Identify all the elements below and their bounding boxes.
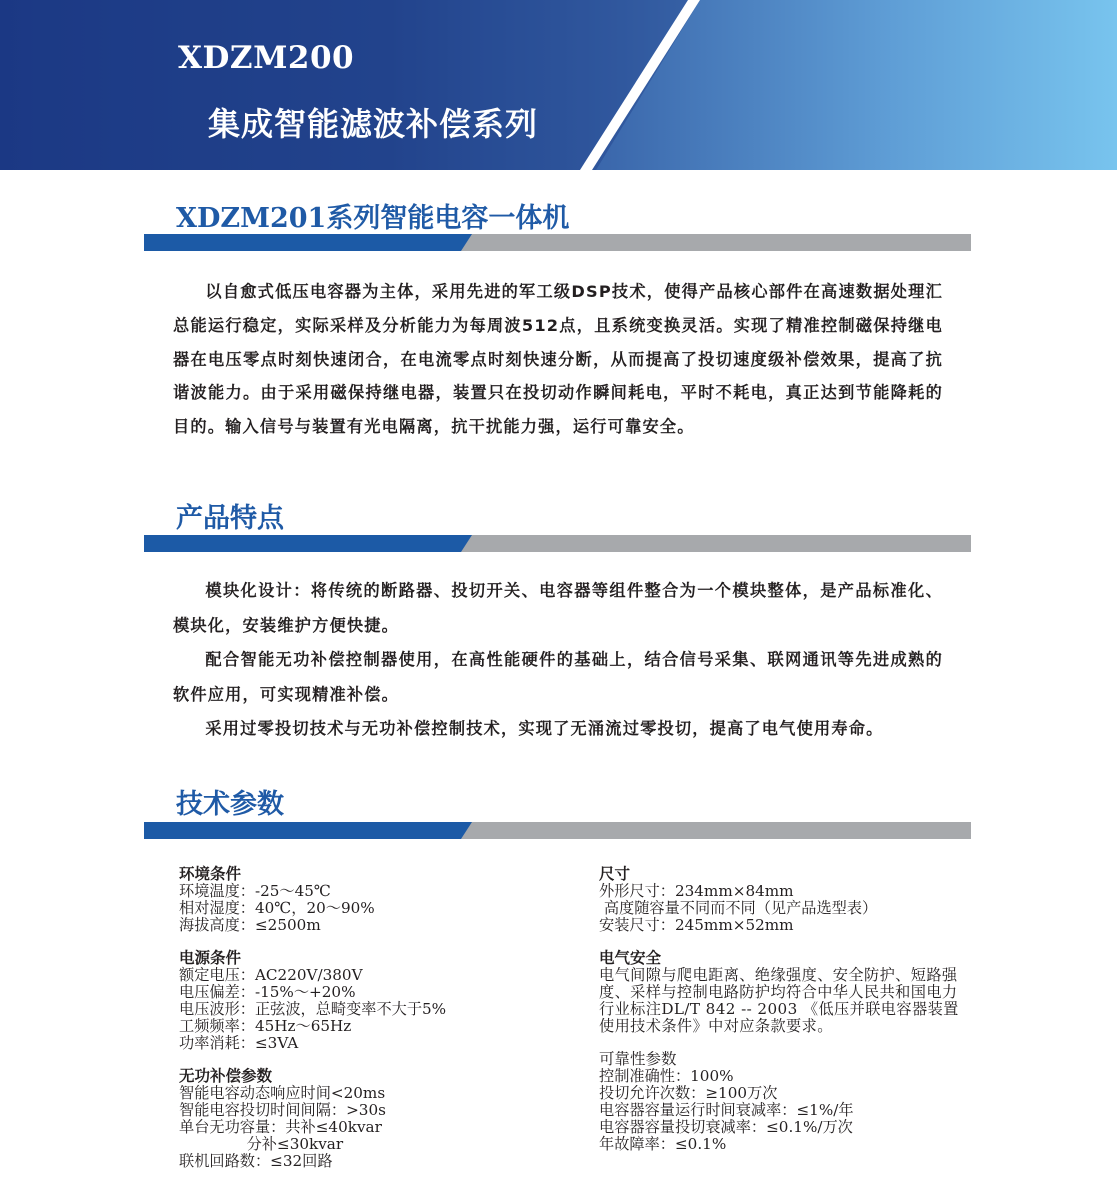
specs-left-column bbox=[179, 866, 579, 1186]
spec-line: 功率消耗：≤3VA bbox=[179, 1034, 299, 1052]
spec-line: 电容器容量运行时间衰减率：≤1%/年 bbox=[599, 1101, 854, 1119]
spec-line: 单台无功容量：共补≤40kvar bbox=[179, 1118, 382, 1136]
feature-item: 配合智能无功补偿控制器使用，在高性能硬件的基础上，结合信号采集、联网通讯等先进成熟的软件应用，可实现精准补偿。 bbox=[173, 650, 943, 704]
spec-line: 额定电压：AC220V/380V bbox=[179, 966, 363, 984]
spec-group-electrical-safety bbox=[599, 950, 999, 1035]
header-banner bbox=[0, 0, 1117, 170]
spec-line: 安装尺寸：245mm×52mm bbox=[599, 916, 794, 934]
spec-line: 海拔高度：≤2500m bbox=[179, 916, 321, 934]
spec-line: 外形尺寸：234mm×84mm bbox=[599, 882, 794, 900]
specs-right-column bbox=[599, 866, 999, 1169]
spec-group-heading: 电源条件 bbox=[179, 949, 242, 967]
spec-group-dimensions bbox=[599, 866, 999, 934]
spec-line: 电压波形：正弦波，总畸变率不大于5% bbox=[179, 1000, 447, 1018]
spec-group-heading: 电气安全 bbox=[599, 949, 662, 967]
series-title: 集成智能滤波补偿系列 bbox=[208, 105, 539, 143]
spec-line: 投切允许次数：≥100万次 bbox=[599, 1084, 778, 1102]
section-divider-specs bbox=[144, 822, 971, 839]
product-paragraph: 以自愈式低压电容器为主体，采用先进的军工级DSP技术，使得产品核心部件在高速数据处理汇总能运行稳定，实际采样及分析能力为每周波512点，且系统变换灵活。实现了精准控制磁保持继电器在电压零点时刻快速闭合，在电流零点时刻快速分断，从而提高了投切速度级补偿效果，提高了抗谐波能力。由于采用磁保持继电器，装置只在投切动作瞬间耗电，平时不耗电，真正达到节能降耗的目的。输入信号与装置有光电隔离，抗干扰能力强，运行可靠安全。 bbox=[173, 282, 943, 437]
spec-line: 电容器容量投切衰减率：≤0.1%/万次 bbox=[599, 1118, 853, 1136]
features-list bbox=[173, 574, 943, 747]
section-divider-product bbox=[144, 234, 971, 251]
product-description bbox=[173, 275, 943, 444]
spec-line: 联机回路数：≤32回路 bbox=[179, 1152, 333, 1170]
section-divider-features bbox=[144, 535, 971, 552]
spec-group-reactive-compensation bbox=[179, 1068, 579, 1170]
spec-line: 工频频率：45Hz～65Hz bbox=[179, 1017, 352, 1035]
spec-group-heading: 无功补偿参数 bbox=[179, 1067, 273, 1085]
feature-item: 采用过零投切技术与无功补偿控制技术，实现了无涌流过零投切，提高了电气使用寿命。 bbox=[205, 719, 884, 738]
product-title: XDZM201系列智能电容一体机 bbox=[176, 203, 570, 234]
features-title: 产品特点 bbox=[176, 503, 284, 534]
spec-line: 电压偏差：-15%～+20% bbox=[179, 983, 356, 1001]
spec-group-heading: 尺寸 bbox=[599, 865, 631, 883]
spec-line: 控制准确性：100% bbox=[599, 1067, 734, 1085]
spec-group-heading: 可靠性参数 bbox=[599, 1050, 677, 1068]
spec-line: 环境温度：-25～45℃ bbox=[179, 882, 331, 900]
spec-line: 相对湿度：40℃，20～90% bbox=[179, 899, 375, 917]
spec-group-power bbox=[179, 950, 579, 1052]
specs-title: 技术参数 bbox=[176, 789, 284, 820]
spec-group-reliability bbox=[599, 1051, 999, 1153]
spec-line: 年故障率：≤0.1% bbox=[599, 1135, 727, 1153]
spec-line: 分补≤30kvar bbox=[179, 1135, 344, 1153]
spec-group-heading: 环境条件 bbox=[179, 865, 242, 883]
spec-paragraph: 电气间隙与爬电距离、绝缘强度、安全防护、短路强度、采样与控制电路防护均符合中华人民共和国电力行业标注DL/T 842 -- 2003 《低压并联电容器装置使用技术条件》中对应条款要求。 bbox=[599, 966, 959, 1035]
spec-group-environment bbox=[179, 866, 579, 934]
banner-decoration bbox=[0, 0, 1117, 170]
spec-line: 智能电容动态响应时间<20ms bbox=[179, 1084, 386, 1102]
spec-line: 智能电容投切时间间隔：>30s bbox=[179, 1101, 386, 1119]
spec-line: 高度随容量不同而不同（见产品选型表） bbox=[599, 899, 878, 917]
feature-item: 模块化设计：将传统的断路器、投切开关、电容器等组件整合为一个模块整体，是产品标准化、模块化，安装维护方便快捷。 bbox=[173, 581, 943, 635]
series-code: XDZM200 bbox=[178, 40, 355, 76]
